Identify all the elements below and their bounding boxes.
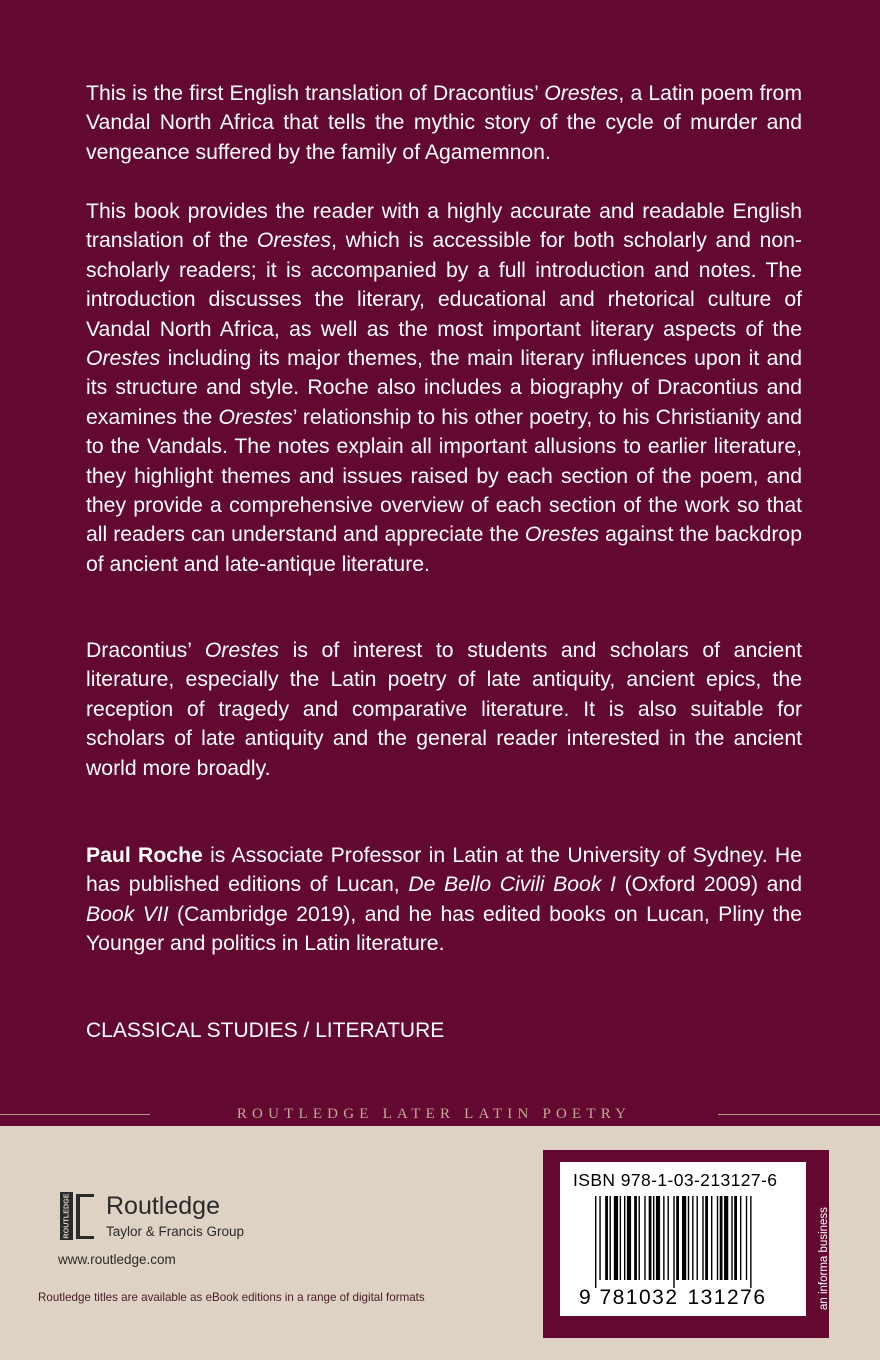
barcode-bar	[624, 1196, 625, 1280]
barcode-bar	[692, 1196, 693, 1280]
barcode-bar	[688, 1196, 689, 1280]
barcode-bar	[595, 1196, 596, 1288]
barcode-bar	[663, 1196, 664, 1280]
barcode-bar	[653, 1196, 654, 1280]
barcode-bar	[656, 1196, 660, 1280]
publisher-website-link[interactable]: www.routledge.com	[58, 1252, 176, 1267]
barcode-bar	[620, 1196, 621, 1280]
barcode-bar	[731, 1196, 732, 1280]
barcode-digits-left: 781032	[599, 1286, 679, 1308]
barcode-bar	[627, 1196, 631, 1280]
barcode-bar	[614, 1196, 618, 1280]
routledge-logo-icon	[58, 1190, 98, 1242]
isbn-barcode	[577, 1196, 789, 1308]
description-paragraph-3: Dracontius’ Orestes is of interest to students and scholars of ancient literature, especially the Latin poetry of late antiquity, ancient epics, the reception of tragedy and comparative literature. It is also suitable for scholars of late antiquity and the general reader interested in the ancient world more broadly.	[86, 639, 802, 780]
barcode-bar	[639, 1196, 640, 1280]
publisher-group: Taylor & Francis Group	[106, 1224, 245, 1239]
barcode-bar	[634, 1196, 637, 1280]
barcode-bar	[746, 1196, 747, 1280]
barcode-bar	[705, 1196, 708, 1280]
barcode-bar	[605, 1196, 608, 1280]
barcode-bar	[717, 1196, 718, 1280]
barcode-bar	[644, 1196, 645, 1280]
barcode-bar	[702, 1196, 703, 1280]
barcode-bar	[682, 1196, 686, 1280]
barcode-bar	[697, 1196, 698, 1280]
series-band	[0, 1103, 880, 1127]
author-bio: Paul Roche is Associate Professor in Latin at the University of Sydney. He has published editions of Lucan, De Bello Civili Book I (Oxford 2009) and Book VII (Cambridge 2019), and he has edited books on Lucan, Pliny the Younger and politics in Latin literature.	[86, 844, 802, 956]
isbn-label: ISBN 978-1-03-213127-6	[573, 1170, 778, 1190]
barcode-bar	[673, 1196, 674, 1288]
barcode-digit-lead: 9	[579, 1286, 591, 1308]
barcode-bar	[649, 1196, 652, 1280]
series-rule-right	[718, 1114, 880, 1115]
barcode-bar	[750, 1196, 751, 1288]
routledge-logo-text: ROUTLEDGE	[61, 1193, 71, 1239]
barcode-bar	[676, 1196, 679, 1280]
barcode-bar	[724, 1196, 728, 1280]
barcode-bar	[720, 1196, 723, 1280]
ebook-availability-note: Routledge titles are available as eBook editions in a range of digital formats	[38, 1291, 425, 1304]
barcode-bar	[734, 1196, 737, 1280]
description-paragraph-1: This is the first English translation of Dracontius’ Orestes, a Latin poem from Vandal North Africa that tells the mythic story of the cycle of murder and vengeance suffered by the family of Agamemnon.	[86, 82, 802, 164]
series-rule-left	[0, 1114, 150, 1115]
barcode-digits-right: 131276	[687, 1286, 767, 1308]
description-paragraph-2: This book provides the reader with a highly accurate and readable English translation of the Orestes, which is accessible for both scholarly and non-scholarly readers; it is accompanied by a full introduction and notes. The introduction discusses the literary, educational and rhetorical culture of Vandal North Africa, as well as the most important literary aspects of the Orestes including its major themes, the main literary influences upon it and its structure and style. Roche also includes a biography of Dracontius and examines the Orestes’ relationship to his other poetry, to his Christianity and to the Vandals. The notes explain all important allusions to earlier literature, they highlight themes and issues raised by each section of the poem, and they provide a comprehensive overview of each section of the work so that all readers can understand and appreciate the Orestes against the backdrop of ancient and late-antique literature.	[86, 200, 802, 576]
informa-business-label: an informa business	[818, 1207, 830, 1310]
series-title: ROUTLEDGE LATER LATIN POETRY	[236, 1106, 632, 1122]
barcode-bar	[599, 1196, 600, 1280]
barcode-bar	[610, 1196, 611, 1280]
barcode-bar	[740, 1196, 741, 1280]
barcode-bars	[595, 1196, 752, 1288]
publisher-name: Routledge	[106, 1192, 220, 1220]
subject-category: CLASSICAL STUDIES / LITERATURE	[86, 1019, 445, 1042]
barcode-bar	[711, 1196, 712, 1280]
barcode-bar	[668, 1196, 669, 1280]
